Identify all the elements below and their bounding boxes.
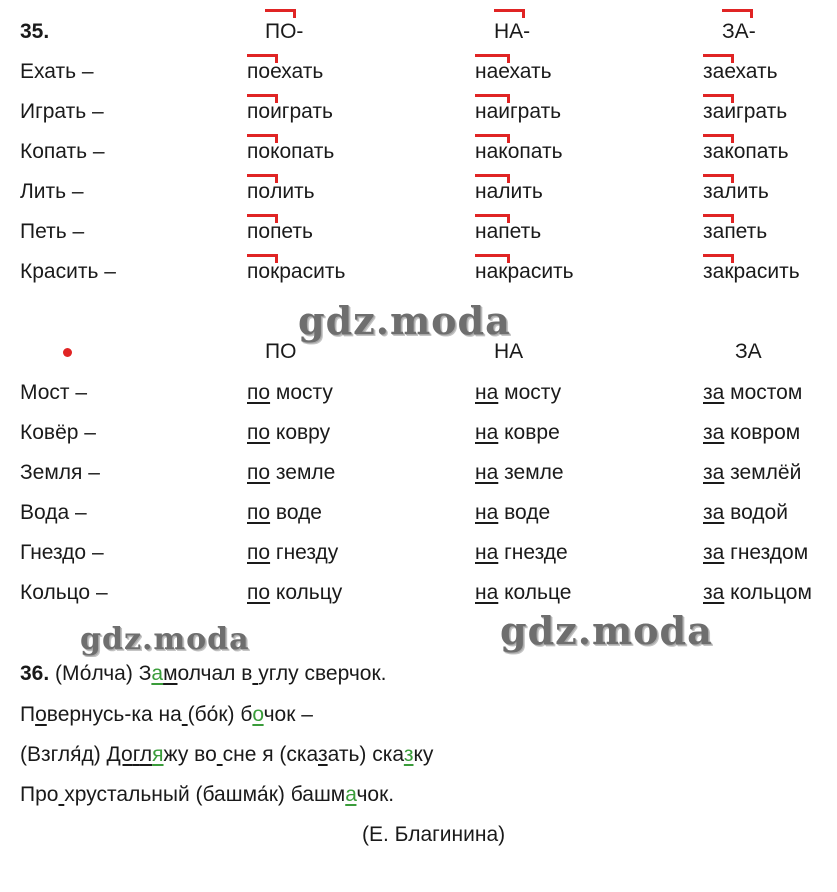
verb-po: поиграть (247, 100, 333, 123)
verb-na: напеть (475, 220, 542, 243)
verb-po: полить (247, 180, 315, 203)
watermark-2: gdz.moda (80, 622, 250, 657)
noun-na: на земле (475, 461, 564, 484)
exercise-36-number: 36. (20, 662, 50, 685)
verb-po: покопать (247, 140, 335, 163)
poem-author: (Е. Благинина) (362, 823, 506, 846)
noun-base: Гнездо – (20, 541, 104, 564)
ex36-line-3: (Взгля́д) Догляжу во сне я (сказать) сказку (20, 743, 434, 766)
prep-header-za: ЗА (735, 340, 762, 363)
noun-na: на воде (475, 501, 551, 524)
watermark-3: gdz.moda (500, 608, 713, 653)
verb-na: наиграть (475, 100, 562, 123)
noun-base: Вода – (20, 501, 87, 524)
noun-za: за гнездом (703, 541, 809, 564)
bullet-dot (63, 348, 72, 357)
noun-za: за землёй (703, 461, 802, 484)
verb-za: заиграть (703, 100, 788, 123)
verb-base: Ехать – (20, 60, 94, 83)
noun-za: за кольцом (703, 581, 812, 604)
verb-base: Петь – (20, 220, 85, 243)
ex36-line-4: Про хрустальный (башма́к) башмачок. (20, 783, 395, 806)
noun-po: по гнезду (247, 541, 339, 564)
verb-na: накопать (475, 140, 563, 163)
prefix-header-za: ЗА- (722, 20, 756, 43)
verb-po: поехать (247, 60, 324, 83)
verb-na: наехать (475, 60, 552, 83)
noun-base: Земля – (20, 461, 100, 484)
noun-na: на ковре (475, 421, 560, 444)
noun-po: по кольцу (247, 581, 343, 604)
verb-za: залить (703, 180, 769, 203)
noun-base: Мост – (20, 381, 88, 404)
prefix-header-na: НА- (494, 20, 531, 43)
prefix-header-po: ПО- (265, 20, 304, 43)
verb-za: закрасить (703, 260, 800, 283)
noun-po: по мосту (247, 381, 333, 404)
noun-za: за водой (703, 501, 788, 524)
noun-base: Ковёр – (20, 421, 96, 444)
noun-po: по земле (247, 461, 336, 484)
ex36-line-1: 36. (Мо́лча) Замолчал в углу сверчок. (20, 662, 387, 685)
verb-base: Играть – (20, 100, 104, 123)
noun-na: на кольце (475, 581, 572, 604)
verb-base: Лить – (20, 180, 84, 203)
verb-po: покрасить (247, 260, 346, 283)
verb-na: налить (475, 180, 543, 203)
noun-za: за ковром (703, 421, 801, 444)
noun-base: Кольцо – (20, 581, 108, 604)
exercise-35-number: 35. (20, 20, 50, 43)
verb-po: попеть (247, 220, 313, 243)
noun-na: на гнезде (475, 541, 568, 564)
verb-za: заехать (703, 60, 778, 83)
verb-za: запеть (703, 220, 768, 243)
verb-za: закопать (703, 140, 789, 163)
watermark-1: gdz.moda (298, 298, 511, 343)
prep-header-po: ПО (265, 340, 297, 363)
ex36-line-2: Повернусь-ка на (бо́к) бочок – (20, 703, 313, 726)
noun-na: на мосту (475, 381, 562, 404)
verb-base: Красить – (20, 260, 116, 283)
verb-base: Копать – (20, 140, 105, 163)
noun-za: за мостом (703, 381, 803, 404)
prep-header-na: НА (494, 340, 524, 363)
verb-na: накрасить (475, 260, 574, 283)
noun-po: по воде (247, 501, 322, 524)
noun-po: по ковру (247, 421, 331, 444)
